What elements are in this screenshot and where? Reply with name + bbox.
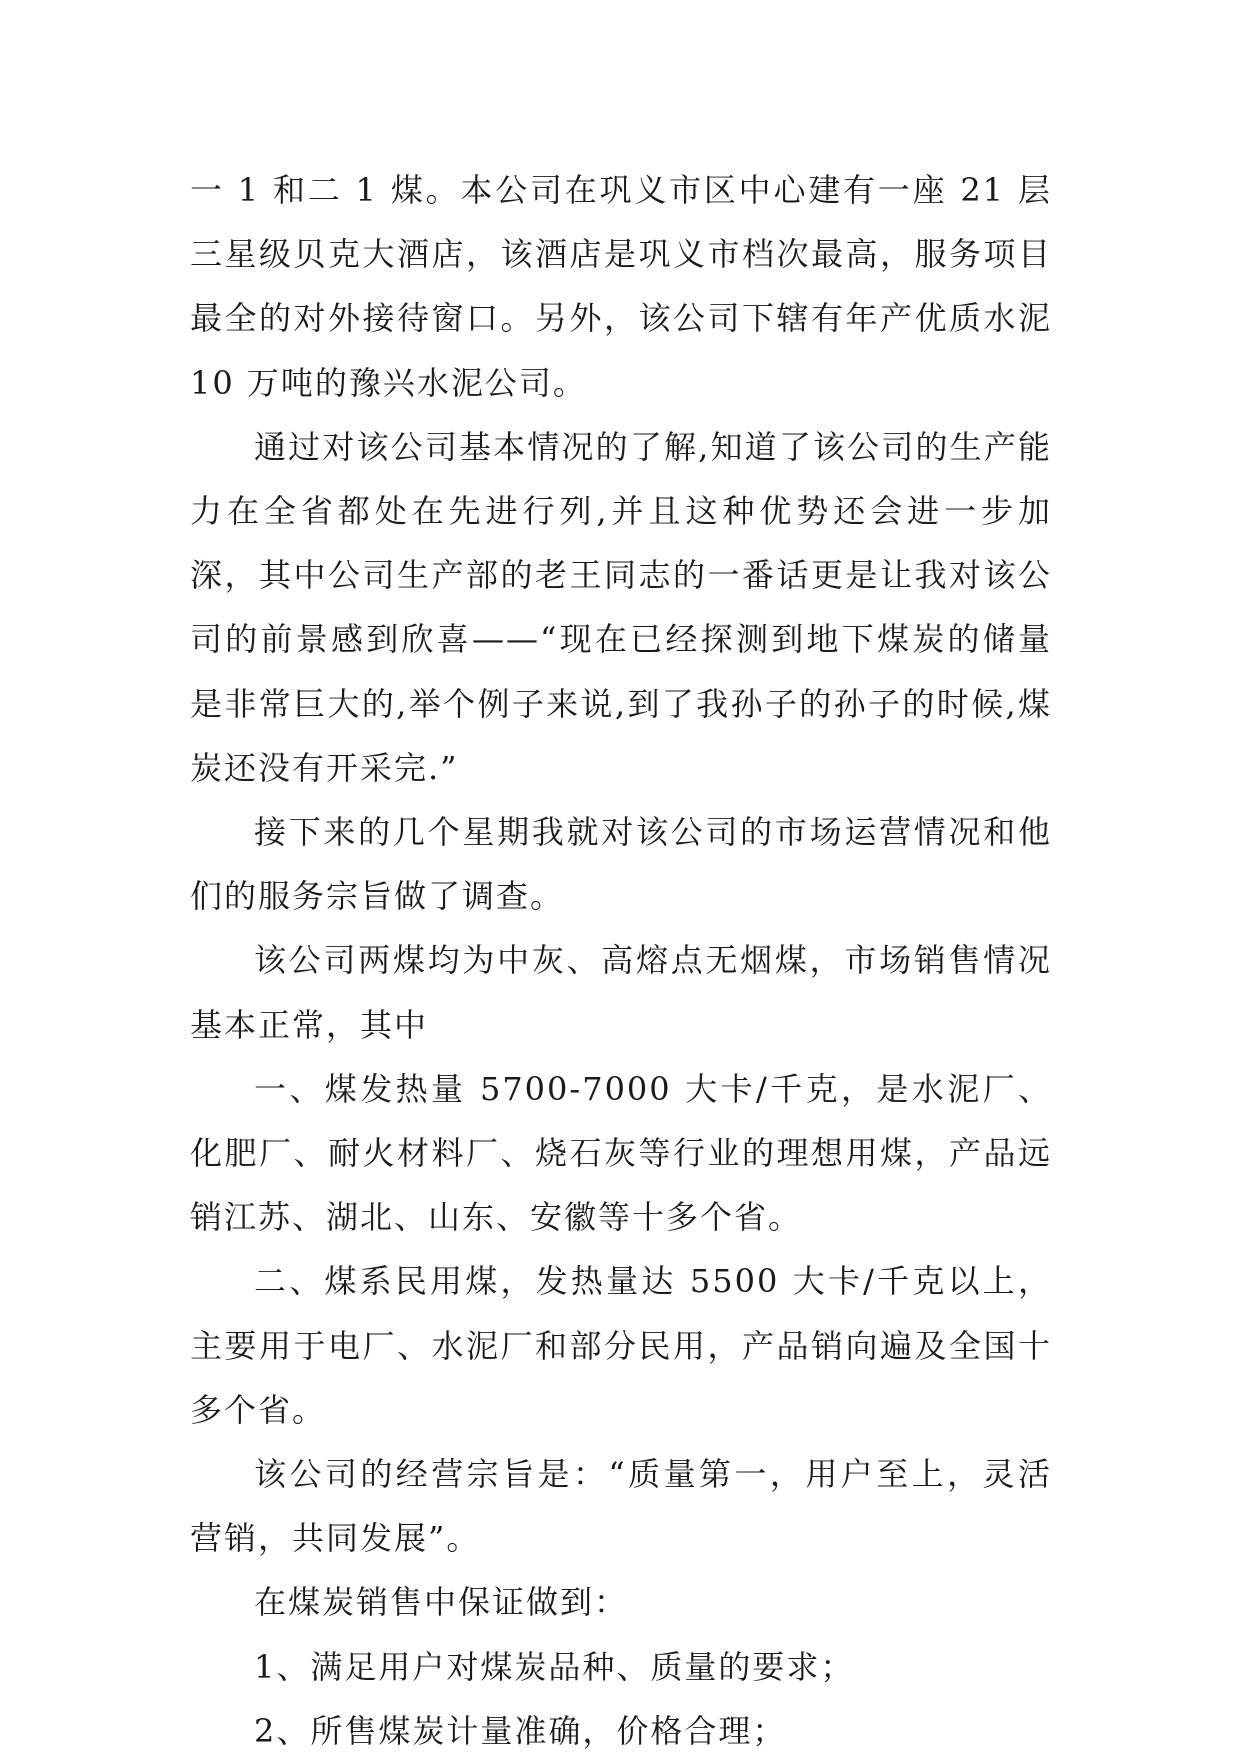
paragraph: 通过对该公司基本情况的了解,知道了该公司的生产能力在全省都处在先进行列,并且这种优势还会进一步加深，其中公司生产部的老王同志的一番话更是让我对该公司的前景感到欣喜——“现在已经探测到地下煤炭的储量是非常巨大的,举个例子来说,到了我孙子的孙子的时候,煤炭还没有开采完.”	[190, 427, 1052, 787]
paragraph: 二、煤系民用煤，发热量达 5500 大卡/千克以上，主要用于电厂、水泥厂和部分民用，产品销向遍及全国十多个省。	[190, 1262, 1052, 1429]
paragraph: 该公司的经营宗旨是：“质量第一，用户至上，灵活营销，共同发展”。	[190, 1455, 1052, 1558]
list-item: 2、所售煤炭计量准确，价格合理；	[254, 1711, 787, 1750]
paragraph: 一 1 和二 1 煤。本公司在巩义市区中心建有一座 21 层三星级贝克大酒店，该酒店是巩义市档次最高，服务项目最全的对外接待窗口。另外，该公司下辖有年产优质水泥 10 万吨的豫兴水泥公司。	[190, 171, 1052, 402]
document-body	[190, 158, 1052, 1763]
paragraph: 一、煤发热量 5700-7000 大卡/千克，是水泥厂、化肥厂、耐火材料厂、烧石灰等行业的理想用煤，产品远销江苏、湖北、山东、安徽等十多个省。	[190, 1069, 1052, 1237]
paragraph: 在煤炭销售中保证做到：	[254, 1583, 629, 1622]
paragraph: 接下来的几个星期我就对该公司的市场运营情况和他们的服务宗旨做了调查。	[190, 813, 1052, 916]
paragraph: 该公司两煤均为中灰、高熔点无烟煤，市场销售情况基本正常，其中	[190, 941, 1052, 1044]
list-item: 1、满足用户对煤炭品种、质量的要求；	[254, 1647, 855, 1686]
